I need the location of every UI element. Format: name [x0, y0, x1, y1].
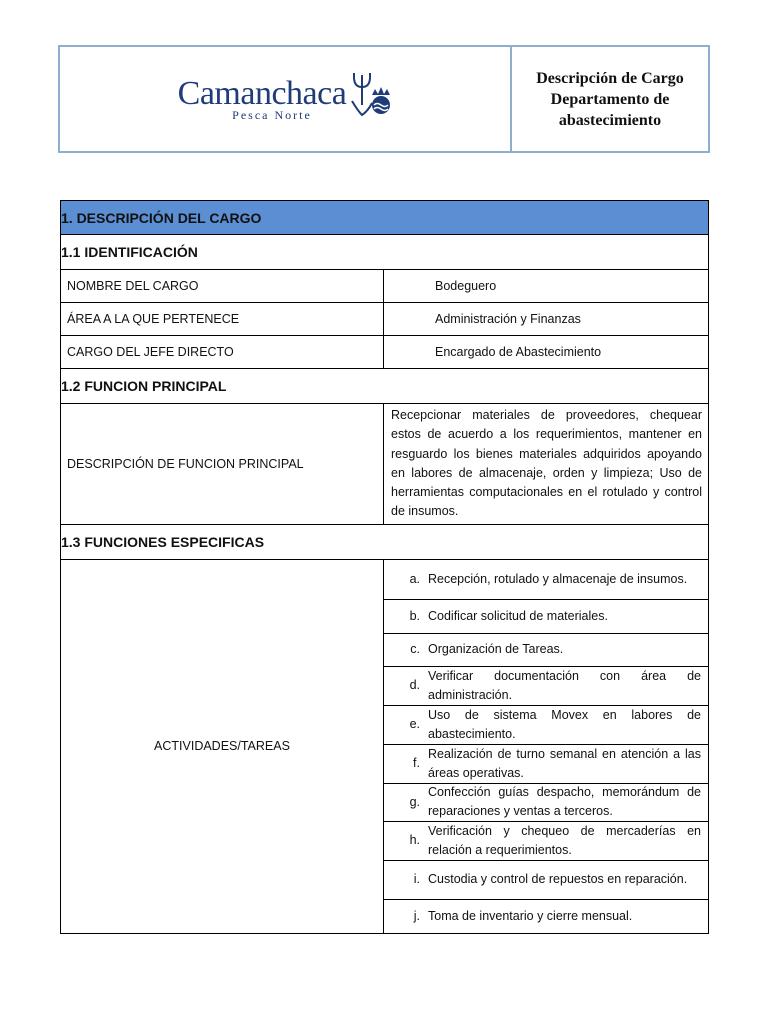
list-item: [384, 822, 708, 861]
task-letter: e.: [409, 717, 420, 732]
funciones-especificas-title: 1.3 FUNCIONES ESPECIFICAS: [61, 524, 709, 559]
list-item: [384, 745, 708, 784]
document-title: [512, 47, 708, 151]
task-text: Toma de inventario y cierre mensual.: [428, 908, 633, 923]
task-letter: f.: [413, 756, 420, 771]
list-item: [384, 634, 708, 667]
list-item: [384, 900, 708, 933]
row-label: NOMBRE DEL CARGO: [61, 270, 384, 303]
task-text: Verificación y chequeo de mercaderías en relación a requerimientos.: [428, 823, 701, 857]
list-item: [384, 706, 708, 745]
document-header: [58, 45, 710, 153]
logo-cell: [60, 47, 512, 151]
section-title: 1. DESCRIPCIÓN DEL CARGO: [61, 201, 709, 235]
task-text: Realización de turno semanal en atención a las áreas operativas.: [428, 746, 701, 780]
task-letter: i.: [413, 872, 420, 887]
task-letter: g.: [409, 794, 420, 809]
brand-name: Camanchaca: [177, 75, 347, 112]
subsection-header-row: [61, 235, 709, 270]
title-line-2: Departamento de: [550, 90, 670, 108]
row-value: Bodeguero: [384, 270, 709, 303]
task-text: Verificar documentación con área de administración.: [428, 668, 701, 702]
task-text: Confección guías despacho, memorándum de reparaciones y ventas a terceros.: [428, 785, 701, 819]
row-value: Administración y Finanzas: [384, 303, 709, 336]
table-row: [61, 303, 709, 336]
brand-subtitle: Pesca Norte: [232, 108, 312, 122]
table-row: [61, 336, 709, 369]
activities-label: ACTIVIDADES/TAREAS: [61, 559, 384, 933]
title-line-3: abastecimiento: [558, 111, 662, 129]
section-header-row: [61, 201, 709, 235]
job-description-table: [60, 200, 709, 934]
identificacion-title: 1.1 IDENTIFICACIÓN: [61, 235, 709, 270]
company-logo: [178, 77, 393, 121]
task-text: Custodia y control de repuestos en reparación.: [428, 872, 688, 887]
list-item: [384, 667, 708, 706]
task-letter: b.: [409, 608, 420, 623]
subsection-header-row: [61, 369, 709, 404]
row-label: DESCRIPCIÓN DE FUNCION PRINCIPAL: [61, 404, 384, 525]
task-letter: c.: [410, 642, 420, 657]
tasks-row: [61, 559, 709, 933]
task-text: Organización de Tareas.: [428, 642, 564, 657]
funcion-principal-title: 1.2 FUNCION PRINCIPAL: [61, 369, 709, 404]
funcion-principal-text: Recepcionar materiales de proveedores, chequear estos de acuerdo a los requerimientos, mantener en resguardo los bienes materiales adquiridos apoyando en labores de almacenaje, orden y limpieza; Uso de herramientas computacionales en el rotulado y control de insumos.: [384, 404, 709, 525]
trident-crown-emblem-icon: [348, 71, 392, 121]
table-row: [61, 404, 709, 525]
task-text: Uso de sistema Movex en labores de abastecimiento.: [428, 707, 701, 741]
list-item: [384, 560, 708, 600]
row-label: CARGO DEL JEFE DIRECTO: [61, 336, 384, 369]
list-item: [384, 861, 708, 900]
task-letter: a.: [409, 571, 420, 586]
task-letter: j.: [413, 908, 420, 923]
task-letter: d.: [409, 678, 420, 693]
task-text: Codificar solicitud de materiales.: [428, 608, 608, 623]
task-letter: h.: [409, 833, 420, 848]
row-label: ÁREA A LA QUE PERTENECE: [61, 303, 384, 336]
subsection-header-row: [61, 524, 709, 559]
row-value: Encargado de Abastecimiento: [384, 336, 709, 369]
task-text: Recepción, rotulado y almacenaje de insumos.: [428, 571, 688, 586]
list-item: [384, 784, 708, 822]
task-list: [384, 559, 709, 933]
title-line-1: Descripción de Cargo: [536, 69, 684, 87]
list-item: [384, 600, 708, 634]
table-row: [61, 270, 709, 303]
